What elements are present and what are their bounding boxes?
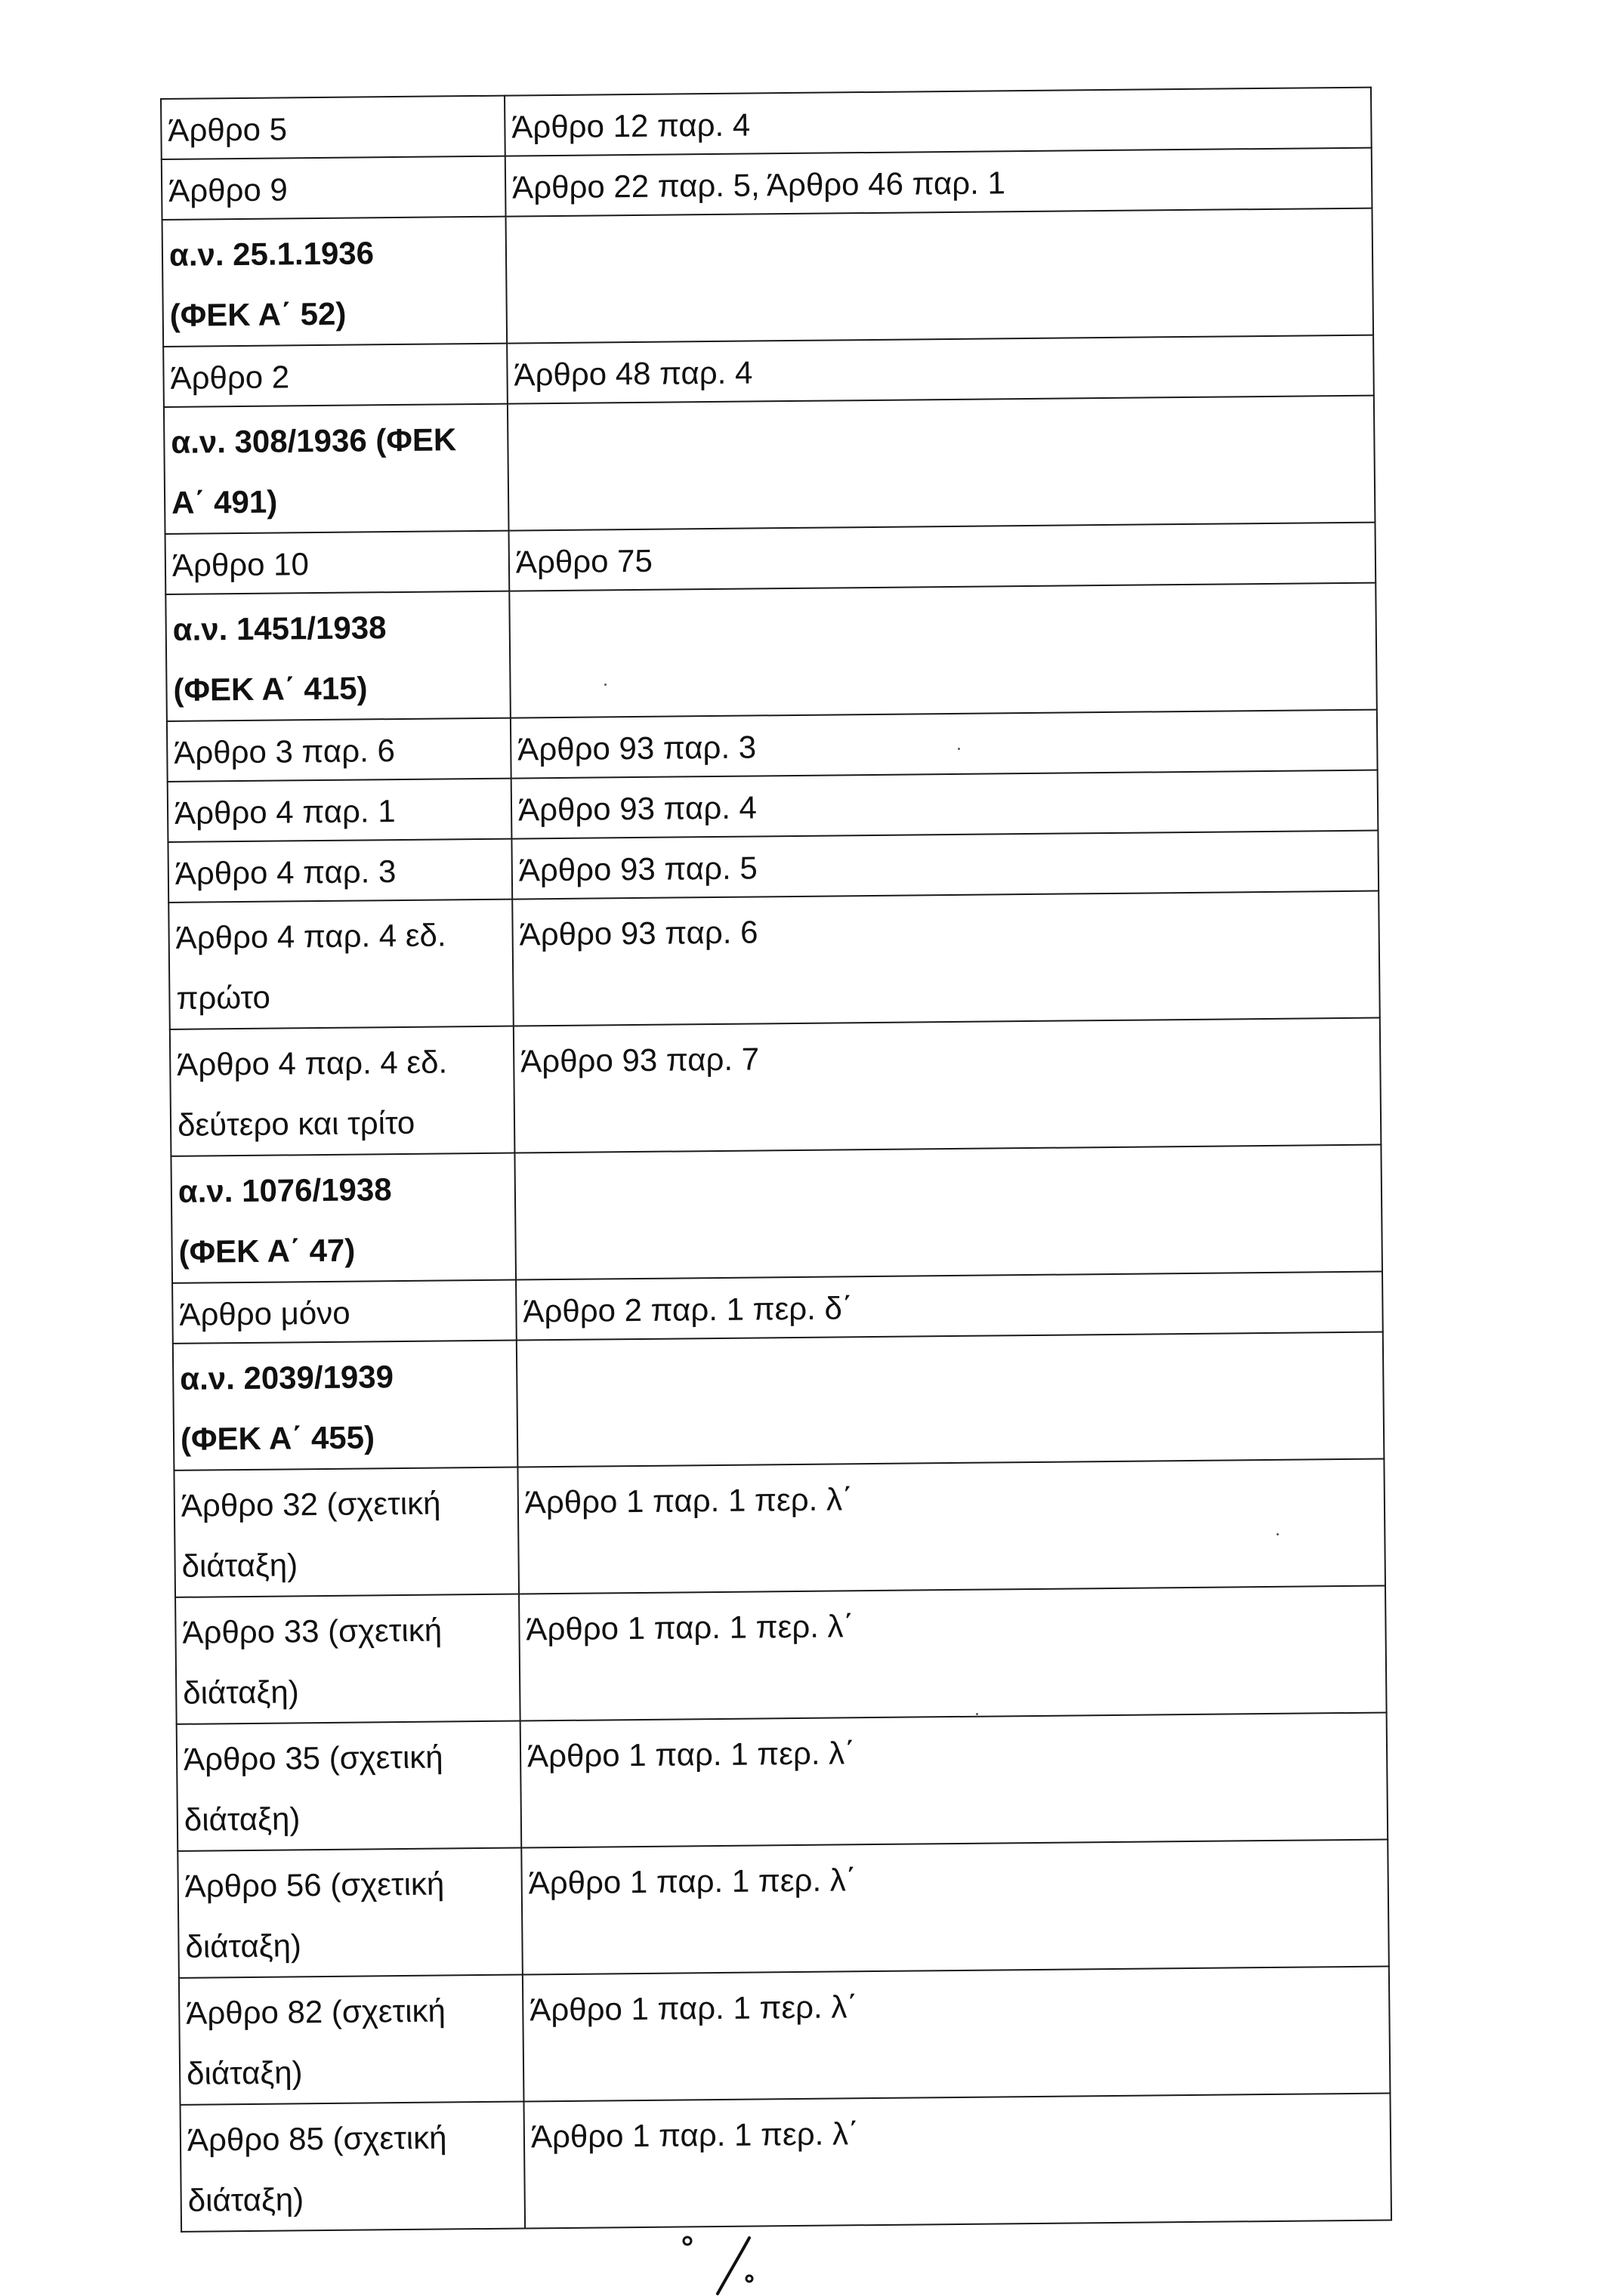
new-provision-text: Άρθρο 1 παρ. 1 περ. λ΄ xyxy=(526,1608,854,1647)
new-provision-cell xyxy=(520,1713,1388,1848)
table-row-law-heading xyxy=(165,583,1377,721)
old-provision-text: Άρθρο 10 xyxy=(171,546,310,583)
handwritten-initial-mark xyxy=(665,2232,778,2296)
correspondence-table-wrapper xyxy=(160,87,1392,2233)
new-provision-text: Άρθρο 22 παρ. 5, Άρθρο 46 παρ. 1 xyxy=(511,165,1006,205)
new-provision-cell xyxy=(516,1272,1383,1341)
new-provision-cell xyxy=(523,1966,1391,2101)
new-provision-cell xyxy=(511,710,1378,779)
old-provision-cell xyxy=(163,344,508,407)
old-provision-cell xyxy=(173,1341,518,1470)
new-provision-text: Άρθρο 93 παρ. 5 xyxy=(518,850,758,888)
old-provision-cell xyxy=(168,779,512,842)
new-provision-text: Άρθρο 1 παρ. 1 περ. λ΄ xyxy=(524,1481,854,1520)
scan-speck xyxy=(958,748,960,750)
scan-speck xyxy=(1277,1533,1279,1535)
new-provision-cell xyxy=(506,208,1374,344)
law-reference-text: α.ν. 308/1936 (ΦΕΚ Α΄ 491) xyxy=(171,421,457,520)
old-provision-cell xyxy=(168,900,514,1029)
law-reference-text: α.ν. 2039/1939 (ΦΕΚ Α΄ 455) xyxy=(180,1359,394,1457)
new-provision-text xyxy=(523,1338,1375,1346)
old-provision-cell xyxy=(165,591,511,721)
old-provision-text: Άρθρο 4 παρ. 4 εδ. δεύτερο και τρίτο xyxy=(177,1044,448,1143)
table-row-law-heading xyxy=(173,1332,1385,1470)
table-row-law-heading xyxy=(171,1145,1382,1283)
new-provision-cell xyxy=(517,1459,1385,1594)
table-row xyxy=(165,523,1376,594)
old-provision-cell xyxy=(178,1848,523,1978)
old-provision-cell xyxy=(161,96,505,159)
new-provision-text: Άρθρο 1 παρ. 1 περ. λ΄ xyxy=(529,1989,858,2028)
new-provision-text: Άρθρο 93 παρ. 6 xyxy=(519,914,758,952)
table-row xyxy=(163,335,1374,407)
new-provision-text: Άρθρο 1 παρ. 1 περ. λ΄ xyxy=(528,1862,857,1901)
new-provision-cell xyxy=(509,523,1376,591)
table-row xyxy=(174,1459,1385,1597)
new-provision-text: Άρθρο 1 παρ. 1 περ. λ΄ xyxy=(526,1735,856,1774)
new-provision-cell xyxy=(509,583,1377,718)
table-row xyxy=(172,1272,1383,1344)
old-provision-cell xyxy=(174,1467,519,1597)
law-reference-text: α.ν. 1451/1938 (ΦΕΚ Α΄ 415) xyxy=(172,609,387,708)
new-provision-cell xyxy=(512,891,1380,1026)
old-provision-text: Άρθρο 9 xyxy=(168,171,288,208)
table-row xyxy=(175,1586,1387,1724)
table-row-law-heading xyxy=(162,208,1374,347)
new-provision-text: Άρθρο 2 παρ. 1 περ. δ΄ xyxy=(523,1290,854,1329)
scan-speck xyxy=(604,684,607,686)
old-provision-text: Άρθρο 56 (σχετική διάταξη) xyxy=(184,1866,445,1964)
new-provision-cell xyxy=(505,148,1372,217)
new-provision-cell xyxy=(523,2093,1391,2228)
law-reference-text: α.ν. 25.1.1936 (ΦΕΚ Α΄ 52) xyxy=(168,235,375,333)
old-provision-text: Άρθρο 4 παρ. 4 εδ. πρώτο xyxy=(175,917,446,1016)
law-reference-text: α.ν. 1076/1938 (ΦΕΚ Α΄ 47) xyxy=(178,1171,392,1270)
old-provision-cell xyxy=(164,404,509,534)
new-provision-cell xyxy=(508,396,1375,531)
old-provision-text: Άρθρο μόνο xyxy=(179,1295,350,1332)
new-provision-cell xyxy=(507,335,1374,404)
correspondence-table xyxy=(160,87,1392,2233)
table-row xyxy=(161,88,1372,159)
old-provision-text: Άρθρο 33 (σχετική διάταξη) xyxy=(182,1612,443,1711)
new-provision-cell xyxy=(514,1145,1382,1280)
table-row-law-heading xyxy=(164,396,1375,534)
new-provision-cell xyxy=(519,1586,1387,1721)
scan-speck xyxy=(976,1713,978,1715)
new-provision-text: Άρθρο 1 παρ. 1 περ. λ΄ xyxy=(530,2115,860,2155)
table-row xyxy=(168,770,1379,842)
new-provision-cell xyxy=(511,831,1379,900)
table-row xyxy=(168,831,1379,903)
old-provision-cell xyxy=(171,1153,516,1283)
old-provision-cell xyxy=(162,156,506,220)
new-provision-cell xyxy=(517,1332,1385,1467)
old-provision-cell xyxy=(172,1280,517,1344)
new-provision-text xyxy=(514,401,1366,409)
old-provision-text: Άρθρο 2 xyxy=(170,359,290,396)
table-row xyxy=(168,891,1380,1029)
new-provision-text: Άρθρο 12 παρ. 4 xyxy=(511,106,751,145)
old-provision-text: Άρθρο 3 παρ. 6 xyxy=(174,733,396,770)
new-provision-cell xyxy=(511,770,1379,839)
new-provision-text xyxy=(516,588,1367,597)
table-row xyxy=(177,1713,1388,1851)
old-provision-text: Άρθρο 4 παρ. 1 xyxy=(174,793,396,831)
new-provision-text: Άρθρο 48 παρ. 4 xyxy=(514,354,753,393)
new-provision-text xyxy=(513,214,1364,222)
old-provision-text: Άρθρο 5 xyxy=(168,111,288,148)
old-provision-cell xyxy=(168,839,512,903)
old-provision-cell xyxy=(162,217,508,347)
new-provision-text: Άρθρο 93 παρ. 4 xyxy=(517,789,758,828)
old-provision-text: Άρθρο 32 (σχετική διάταξη) xyxy=(181,1485,441,1584)
old-provision-cell xyxy=(167,718,511,782)
old-provision-text: Άρθρο 35 (σχετική διάταξη) xyxy=(183,1739,443,1838)
old-provision-text: Άρθρο 85 (σχετική διάταξη) xyxy=(187,2119,447,2218)
new-provision-text xyxy=(521,1150,1372,1159)
old-provision-cell xyxy=(175,1594,520,1724)
old-provision-cell xyxy=(177,1721,522,1851)
old-provision-text: Άρθρο 82 (σχετική διάταξη) xyxy=(186,1992,446,2091)
table-row xyxy=(167,710,1378,782)
old-provision-cell xyxy=(181,2102,526,2232)
table-row xyxy=(162,148,1372,220)
table-body xyxy=(161,88,1391,2232)
new-provision-cell xyxy=(505,88,1372,156)
table-row xyxy=(179,1966,1391,2104)
table-row xyxy=(178,1840,1389,1978)
new-provision-cell xyxy=(514,1018,1382,1153)
new-provision-text: Άρθρο 93 παρ. 7 xyxy=(520,1041,760,1079)
old-provision-cell xyxy=(170,1026,515,1156)
table-row xyxy=(170,1018,1382,1156)
old-provision-cell xyxy=(179,1975,524,2105)
new-provision-text: Άρθρο 75 xyxy=(515,542,653,580)
old-provision-text: Άρθρο 4 παρ. 3 xyxy=(174,853,397,891)
table-row xyxy=(181,2093,1392,2231)
old-provision-cell xyxy=(165,531,510,594)
new-provision-cell xyxy=(521,1840,1389,1975)
new-provision-text: Άρθρο 93 παρ. 3 xyxy=(517,729,757,767)
